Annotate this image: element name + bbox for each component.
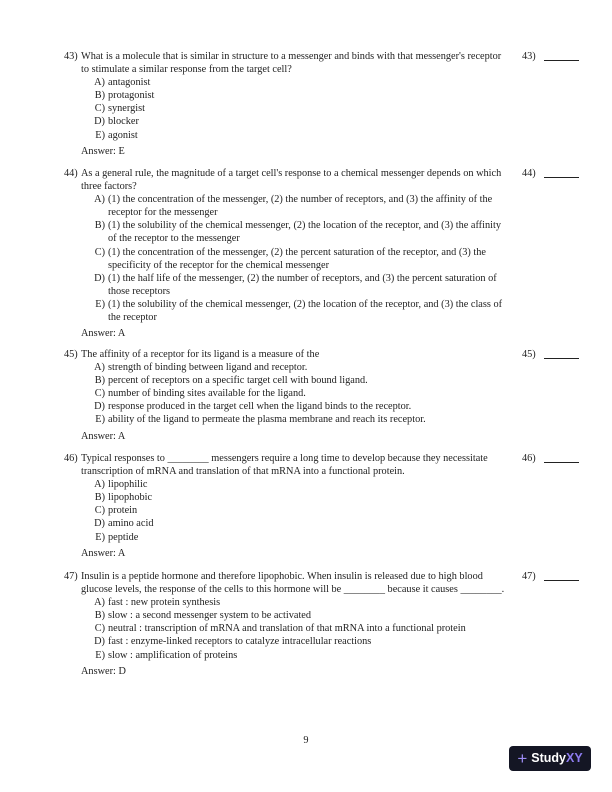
options-list xyxy=(92,478,510,543)
option-text: percent of receptors on a specific target cell with bound ligand. xyxy=(108,375,368,387)
options-list xyxy=(92,596,510,661)
option xyxy=(92,609,510,622)
option-letter: D) xyxy=(94,401,105,413)
option-text: (1) the half life of the messenger, (2) the number of receptors, and (3) the percent saturation of those receptors xyxy=(108,272,497,297)
option xyxy=(92,272,510,298)
answer-blank xyxy=(522,50,579,63)
option-text: (1) the solubility of the chemical messenger, (2) the location of the receptor, and (3) the class of the receptor xyxy=(108,298,503,324)
blank-number: 46) xyxy=(522,453,536,464)
blank-line[interactable] xyxy=(544,50,579,61)
option-text: synergist xyxy=(108,103,145,115)
answer: Answer: A xyxy=(81,547,126,559)
option-letter: C) xyxy=(94,103,105,115)
option-letter: A) xyxy=(94,597,105,609)
option xyxy=(92,400,510,413)
option-letter: A) xyxy=(94,479,105,491)
option-text: agonist xyxy=(108,129,138,141)
option-text: slow : a second messenger system to be activated xyxy=(108,610,312,622)
answer-blank xyxy=(522,452,579,465)
option-text: (1) the solubility of the chemical messenger, (2) the location of the receptor, and (3) the affinity of the receptor to the messenger xyxy=(108,220,501,245)
option-letter: B) xyxy=(94,90,105,102)
option-text: (1) the concentration of the messenger, (2) the number of receptors, and (3) the affinity of the receptor for the messenger xyxy=(108,194,493,219)
option xyxy=(92,387,510,400)
option-text: fast : enzyme-linked receptors to catalyze intracellular reactions xyxy=(108,636,372,648)
option xyxy=(92,193,510,219)
question-number: 45) xyxy=(64,349,78,360)
studyxy-logo[interactable] xyxy=(509,746,591,771)
question-text: What is a molecule that is similar in structure to a messenger and binds with that messenger's receptor to stimulate a similar response from the target cell? xyxy=(81,51,502,76)
blank-number: 45) xyxy=(522,349,536,360)
question-number: 46) xyxy=(64,453,78,464)
option-letter: C) xyxy=(94,505,105,517)
option-text: lipophobic xyxy=(108,492,153,504)
option-text: fast : new protein synthesis xyxy=(108,597,221,609)
option-text: lipophilic xyxy=(108,479,148,491)
option-letter: D) xyxy=(94,518,105,530)
question-number: 47) xyxy=(64,571,78,582)
option-letter: B) xyxy=(94,220,105,232)
option xyxy=(92,635,510,648)
option-text: number of binding sites available for the ligand. xyxy=(108,388,306,400)
option xyxy=(92,115,510,128)
option-text: strength of binding between ligand and receptor. xyxy=(108,362,308,374)
option xyxy=(92,531,510,544)
option xyxy=(92,246,510,272)
option-text: amino acid xyxy=(108,518,154,530)
option-letter: E) xyxy=(95,298,105,310)
option xyxy=(92,219,510,245)
option-text: blocker xyxy=(108,116,139,128)
question-45 xyxy=(64,348,510,443)
blank-line[interactable] xyxy=(544,348,579,359)
logo-accent: XY xyxy=(565,750,583,765)
option-text: protagonist xyxy=(108,90,155,102)
option xyxy=(92,478,510,491)
option-text: peptide xyxy=(108,531,139,543)
option-letter: E) xyxy=(95,129,105,141)
question-47 xyxy=(64,570,510,678)
answer-blank xyxy=(522,167,579,180)
option-letter: D) xyxy=(94,272,105,284)
option xyxy=(92,89,510,102)
option-text: slow : amplification of proteins xyxy=(108,649,238,661)
answer: Answer: E xyxy=(81,145,125,157)
plus-icon: + xyxy=(517,749,528,768)
option-letter: A) xyxy=(94,194,105,206)
option xyxy=(92,76,510,89)
question-43 xyxy=(64,50,510,158)
option-text: protein xyxy=(108,505,138,517)
option xyxy=(92,596,510,609)
option xyxy=(92,361,510,374)
blank-line[interactable] xyxy=(544,167,579,178)
option-text: antagonist xyxy=(108,77,151,89)
blank-line[interactable] xyxy=(544,570,579,581)
answer: Answer: A xyxy=(81,430,126,442)
logo-text: Study xyxy=(531,750,566,765)
option xyxy=(92,298,510,324)
question-46 xyxy=(64,452,510,560)
option xyxy=(92,622,510,635)
option-text: (1) the concentration of the messenger, (2) the percent saturation of the receptor, and (3) the specificity of the receptor for the chemical messenger xyxy=(108,246,486,271)
option-text: response produced in the target cell when the ligand binds to the receptor. xyxy=(108,401,412,413)
question-text: Typical responses to ________ messengers require a long time to develop because they necessitate transcription of mRNA and translation of that mRNA into a functional protein. xyxy=(81,453,488,478)
options-list xyxy=(92,193,510,324)
option xyxy=(92,413,510,426)
question-44 xyxy=(64,167,510,340)
option-letter: C) xyxy=(94,246,105,258)
option-letter: E) xyxy=(95,414,105,426)
answer-blank xyxy=(522,570,579,583)
option-letter: B) xyxy=(94,375,105,387)
answer: Answer: D xyxy=(81,665,126,677)
blank-number: 47) xyxy=(522,571,536,582)
answer: Answer: A xyxy=(81,328,126,340)
blank-number: 43) xyxy=(522,51,536,62)
question-number: 44) xyxy=(64,168,78,179)
option-letter: E) xyxy=(95,649,105,661)
page-number: 9 xyxy=(303,735,309,746)
question-text: Insulin is a peptide hormone and therefore lipophobic. When insulin is released due to high blood glucose levels, the response of the cells to this hormone will be ________ because it causes ________. xyxy=(81,571,505,596)
question-text: The affinity of a receptor for its ligand is a measure of the xyxy=(81,349,320,360)
option-letter: D) xyxy=(94,636,105,648)
option-text: ability of the ligand to permeate the plasma membrane and reach its receptor. xyxy=(108,414,426,426)
options-list xyxy=(92,76,510,141)
blank-number: 44) xyxy=(522,168,536,179)
option-text: neutral : transcription of mRNA and translation of that mRNA into a functional protein xyxy=(108,623,466,635)
question-text: As a general rule, the magnitude of a target cell's response to a chemical messenger depends on which three factors? xyxy=(81,168,502,193)
option xyxy=(92,649,510,662)
option-letter: D) xyxy=(94,116,105,128)
option-letter: A) xyxy=(94,77,105,89)
question-number: 43) xyxy=(64,51,78,62)
options-list xyxy=(92,361,510,426)
option-letter: B) xyxy=(94,492,105,504)
option-letter: C) xyxy=(94,388,105,400)
option-letter: C) xyxy=(94,623,105,635)
option xyxy=(92,517,510,530)
option xyxy=(92,504,510,517)
option xyxy=(92,129,510,142)
option xyxy=(92,374,510,387)
option-letter: B) xyxy=(94,610,105,622)
option xyxy=(92,102,510,115)
option-letter: A) xyxy=(94,362,105,374)
blank-line[interactable] xyxy=(544,452,579,463)
option-letter: E) xyxy=(95,531,105,543)
answer-blank xyxy=(522,348,579,361)
option xyxy=(92,491,510,504)
